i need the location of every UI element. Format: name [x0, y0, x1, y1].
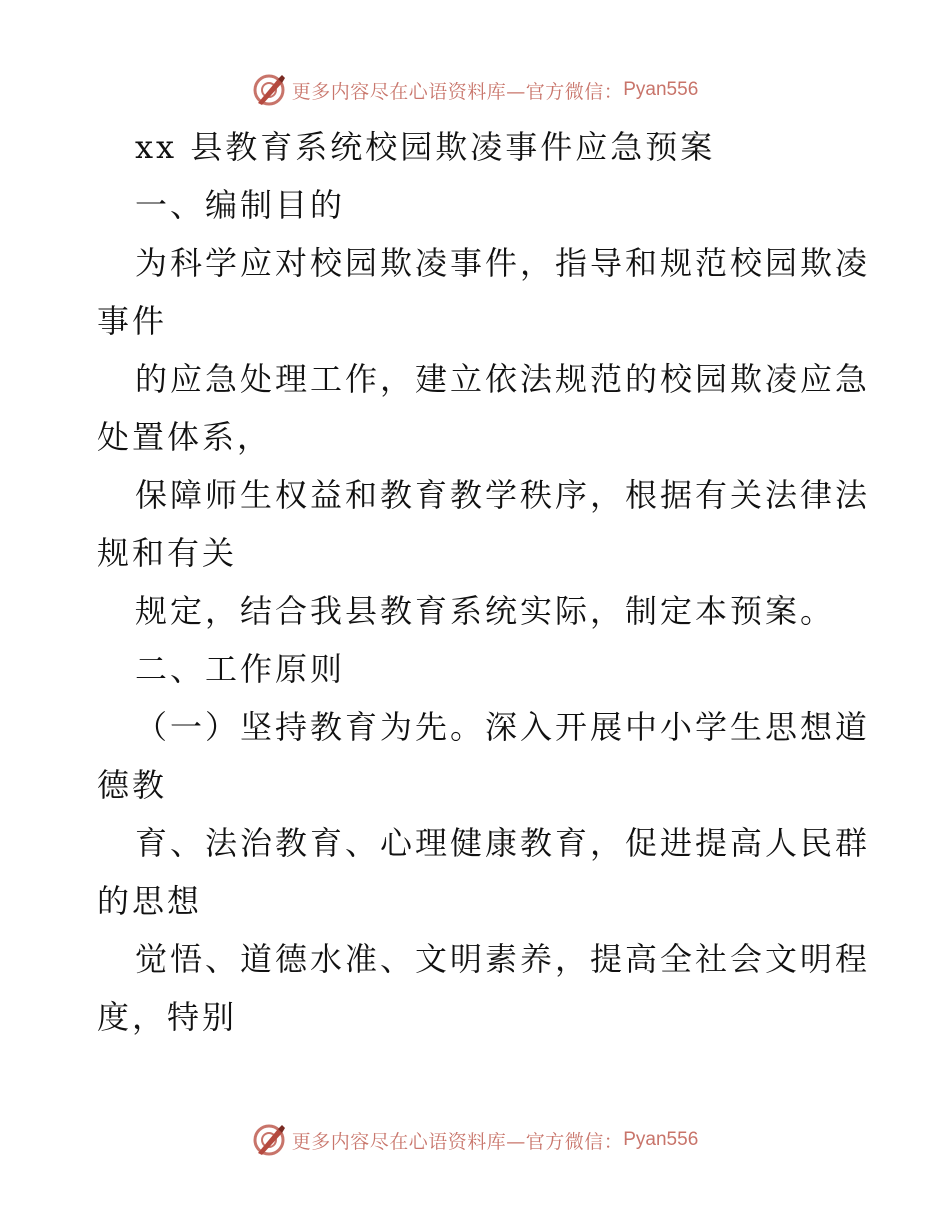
paragraph-line: （一）坚持教育为先。深入开展中小学生思想道 — [135, 708, 871, 746]
banner-account: Pyan556 — [623, 79, 699, 100]
paragraph-line: 育、法治教育、心理健康教育，促进提高人民群 — [135, 824, 871, 862]
pen-logo-icon — [252, 1123, 286, 1157]
banner-text: 更多内容尽在心语资料库—官方微信： — [291, 1130, 624, 1153]
document-title: xx 县教育系统校园欺凌事件应急预案 — [135, 128, 716, 166]
paragraph-line: 为科学应对校园欺凌事件，指导和规范校园欺凌 — [135, 244, 871, 282]
paragraph-line: 的应急处理工作，建立依法规范的校园欺凌应急 — [135, 360, 871, 398]
paragraph-line: 觉悟、道德水准、文明素养，提高全社会文明程 — [135, 940, 871, 978]
paragraph-line: 保障师生权益和教育教学秩序，根据有关法律法 — [135, 476, 871, 514]
paragraph-line-wrap: 度，特别 — [97, 998, 238, 1036]
banner-text: 更多内容尽在心语资料库—官方微信： — [291, 80, 624, 103]
pen-logo-icon — [252, 73, 286, 107]
paragraph-line-wrap: 规和有关 — [97, 534, 238, 572]
document-body — [97, 118, 871, 1046]
section-heading-purpose: 一、编制目的 — [135, 186, 346, 224]
paragraph-line-wrap: 的思想 — [97, 882, 203, 920]
footer-watermark-banner — [0, 1120, 950, 1160]
header-watermark-banner — [0, 70, 950, 110]
paragraph-line-wrap: 处置体系， — [97, 418, 273, 456]
paragraph-line: 规定，结合我县教育系统实际，制定本预案。 — [135, 592, 836, 630]
paragraph-line-wrap: 德教 — [97, 766, 168, 804]
banner-account: Pyan556 — [623, 1129, 699, 1150]
paragraph-line-wrap: 事件 — [97, 302, 168, 340]
section-heading-principles: 二、工作原则 — [135, 650, 346, 688]
